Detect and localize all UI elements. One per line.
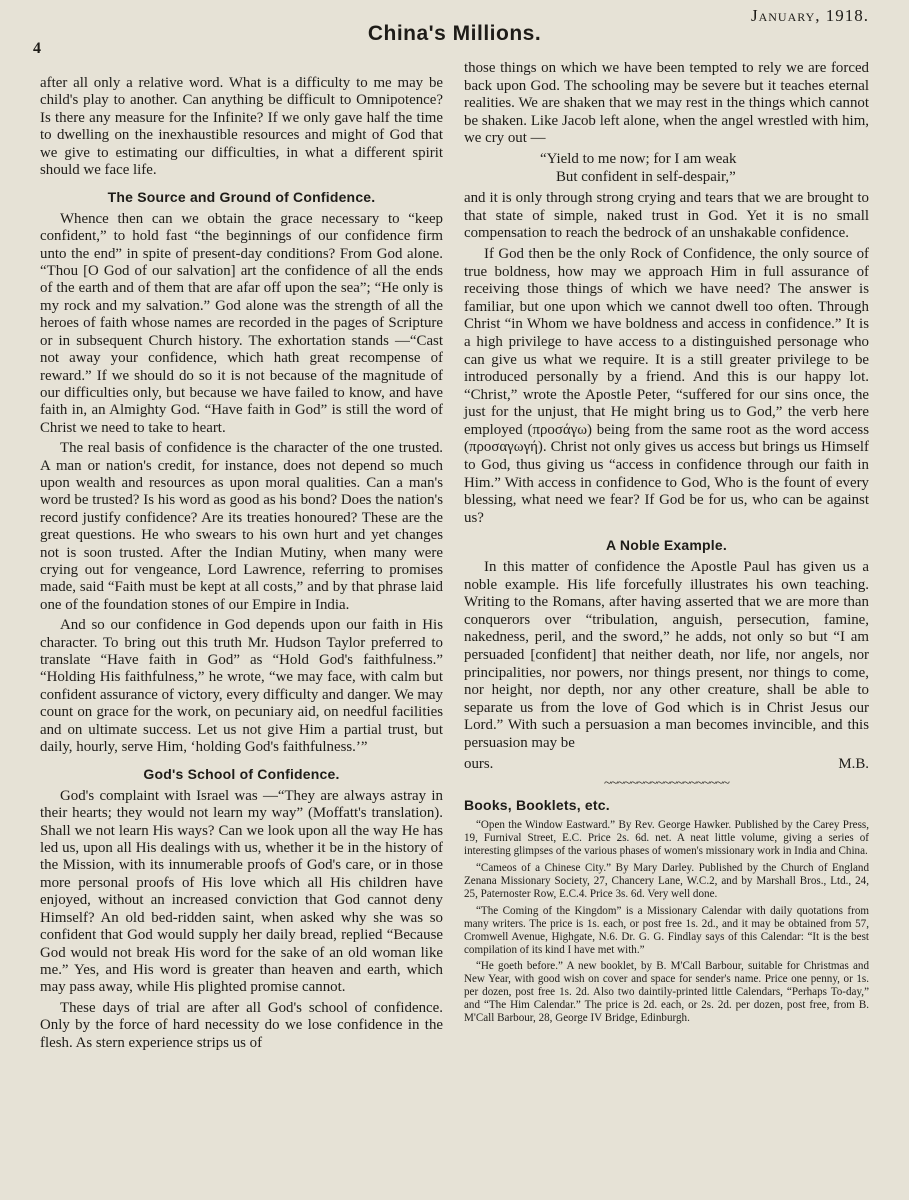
left-column xyxy=(40,75,443,1055)
verse-line: “Yield to me now; for I am weak xyxy=(540,150,737,167)
paragraph-intro: after all only a relative word. What is a difficulty to me may be child's play to another. Can anything be difficult to Omnipotence? Is there any measure for the Infinite? If we only gave half the time to dwelling on the inexhaustible resources and might of God that we give to estimating our difficulties, in what a different spirit should we face life. xyxy=(40,75,443,179)
verse-quote xyxy=(540,151,869,186)
issue-date: January, 1918. xyxy=(750,6,869,25)
book-notice: “Open the Window Eastward.” By Rev. George Hawker. Published by the Carey Press, 19, Furnival Street, E.C. Price 2s. 6d. net. A neat little volume, giving a series of interesting glimpses of the various phases of women's missionary work in India and China. xyxy=(464,819,869,858)
right-column xyxy=(464,60,869,1029)
heading-school-of-confidence: God's School of Confidence. xyxy=(143,766,340,783)
paragraph: The real basis of confidence is the character of the one trusted. A man or nation's credit, for instance, does not depend so much upon wealth and resources as upon moral qualities. Can a man's word be trusted? Is his word as good as his bond? Does the nation's record justify confidence? Are its treaties honoured? These are the great questions. He who swears to his own hurt and yet changes not is soon trusted. After the Indian Mutiny, when many were crying out for vengeance, Lord Lawrence, referring to promises made, said “Faith must be kept at all costs,” and by that phrase laid one of the foundation stones of our Empire in India. xyxy=(40,440,443,613)
paragraph: and it is only through strong crying and tears that we are brought to that state of simple, naked trust in God. Yet it is no small compensation to reach the bedrock of an unshakable confidence. xyxy=(464,190,869,242)
heading-source-of-confidence: The Source and Ground of Confidence. xyxy=(107,189,376,206)
book-notice: “The Coming of the Kingdom” is a Missionary Calendar with daily quotations from many writers. The price is 1s. each, or post free 1s. 2d., and it may be obtained from 57, Cromwell Avenue, Highgate, N.6. Dr. G. G. Findlay says of this Calendar: “It is the best compilation of its kind I have met with.” xyxy=(464,904,869,956)
paragraph: In this matter of confidence the Apostle Paul has given us a noble example. His life forcefully illustrates his own teaching. Writing to the Romans, after having asserted that we are more than conquerors over “tribulation, anguish, persecution, famine, nakedness, peril, and the sword,” he adds, not only so but “I am persuaded [confident] that neither death, nor life, nor angels, nor principalities, nor powers, nor things present, nor things to come, nor height, nor depth, nor any other creature, shall be able to separate us from the love of God which is in Christ Jesus our Lord.” With such a persuasion a man becomes invincible, and this persuasion may be xyxy=(464,559,869,751)
paragraph: If God then be the only Rock of Confidence, the only source of true boldness, how may we approach Him in full assurance of receiving those things of which we have need? The answer is familiar, but one upon which we cannot dwell too often. Through Christ “in Whom we have boldness and access in confidence.” It is a high privilege to have access to a distinguished personage who can give us what we require. It is a still greater privilege to be introduced personally by a friend. And this is our happy lot. “Christ,” wrote the Apostle Peter, “suffered for our sins once, the just for the unjust, that He might bring us to God,” the verb here employed (προσάγω) being from the same root as the word access (προσαγωγή). Christ not only gives us access but brings us Himself to God, thus giving us “access in confidence through our faith in Him.” With access in confidence to God, Who is the fount of every blessing, what need we fear? If God be for us, who can be against us? xyxy=(464,245,869,526)
heading-books-booklets: Books, Booklets, etc. xyxy=(464,796,610,813)
heading-noble-example: A Noble Example. xyxy=(606,537,727,554)
paragraph: And so our confidence in God depends upon our faith in His character. To bring out this truth Mr. Hudson Taylor preferred to translate “Have faith in God” as “Hold God's faithfulness.” “Holding His faithfulness,” he wrote, “we may face, with calm but confident assurance of victory, every difficulty and danger. We may count on grace for the work, on pecuniary aid, on needful facilities and on ultimate success. Let us not give Him a partial trust, but daily, hourly, serve Him, ‘holding God's faithfulness.’” xyxy=(40,617,443,756)
book-notice: “Cameos of a Chinese City.” By Mary Darley. Published by the Church of England Zenana Missionary Society, 27, Chancery Lane, W.C.2, and by Marshall Bros., Ltd., 24, 25, Paternoster Row, E.C.4. Price 3s. 6d. Very well done. xyxy=(464,862,869,900)
page-number: 4 xyxy=(33,40,41,57)
paragraph: God's complaint with Israel was —“They are always astray in their hearts; they would not learn my way” (Moffatt's translation). Shall we not learn His ways? Can we look upon all the way He has led us, upon all His dealings with us, whether it be in the history of the Mission, with its innumerable proofs of God's care, or in those more personal proofs of His love which all His children have enjoyed, without an increased conviction that God cannot deny Himself? An old bed-ridden saint, when asked why she was so confident that God would supply her daily bread, replied “Because God would not break His word for the sake of an old woman like me.” Yes, and His word is greater than heaven and earth, which may pass away, while His plighted promise cannot. xyxy=(40,787,443,996)
masthead-title: China's Millions. xyxy=(367,22,542,45)
closing-word: ours. xyxy=(464,755,494,772)
verse-line: But confident in self-despair,” xyxy=(556,168,736,185)
paragraph: Whence then can we obtain the grace necessary to “keep confident,” to hold fast “the beginnings of our confidence firm unto the end” in spite of present-day conditions? From God alone. “Thou [O God of our salvation] art the confidence of all the ends of the earth and of them that are afar off upon the sea”; “He only is my rock and my salvation.” God alone was the strength of all the heroes of faith whose names are recorded in the pages of Scripture or in subsequent Church history. The exhortation stands —“Cast not away your confidence, which hath great recompense of reward.” If we should do so it is not because of the magnitude of our difficulties only, but because we have failed to know, and have faith in, an Almighty God. “Have faith in God” is still the word of Christ we need to take to heart. xyxy=(40,210,443,436)
book-notices xyxy=(464,819,869,1025)
section-divider: ~~~~~~~~~~~~~~~~~~~ xyxy=(604,776,729,792)
article-signoff xyxy=(464,756,869,774)
paragraph-continued: those things on which we have been tempted to rely we are forced back upon God. The schooling may be severe but it teaches eternal realities. We are shaken that we may rest in the things which cannot be shaken. Like Jacob left alone, when the angel wrestled with him, we cry out — xyxy=(464,60,869,147)
book-notice: “He goeth before.” A new booklet, by B. M'Call Barbour, suitable for Christmas and New Year, with good wish on cover and space for sender's name. Price one penny, or 1s. per dozen, post free 1s. 2d. Also two daintily-printed little Calendars, “Perhaps To-day,” and “The Him Calendar.” The price is 2d. each, or 2s. 2d. per dozen, post free, from B. M'Call Barbour, 28, George IV Bridge, Edinburgh. xyxy=(464,960,869,1025)
author-initials: M.B. xyxy=(838,755,869,772)
paragraph: These days of trial are after all God's school of confidence. Only by the force of hard necessity do we lose confidence in the flesh. As stern experience strips us of xyxy=(40,999,443,1051)
